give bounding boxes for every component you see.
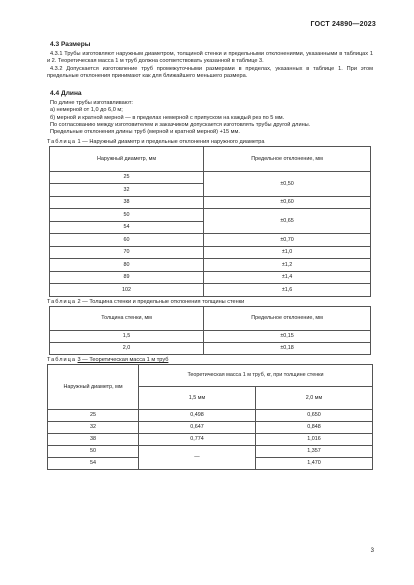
table3-cell: 0,848 [256, 421, 373, 433]
table1-header-tolerance: Предельное отклонение, мм [204, 146, 371, 171]
table3-cell: 38 [48, 433, 139, 445]
table3-dash-cell: — [139, 445, 256, 469]
table-row [50, 342, 371, 354]
length-agreement: По согласованию между изготовителем и заказчиком допускается изготовлять трубы другой длины. [50, 122, 311, 129]
table3-cell: 32 [48, 421, 139, 433]
table-row [48, 421, 373, 433]
table2-header-thickness: Толщина стенки, мм [50, 306, 204, 330]
table3-cell: 1,016 [256, 433, 373, 445]
table1-tolerance-cell: ±1,4 [204, 271, 371, 284]
table2-caption-label: Таблица [47, 298, 76, 305]
table-row [48, 409, 373, 421]
table2-caption [47, 299, 373, 305]
table-row [50, 259, 371, 272]
table2-header-tolerance: Предельное отклонение, мм [204, 306, 371, 330]
table3-cell: 0,774 [139, 433, 256, 445]
paragraph-4-3-1: 4.3.1 Трубы изготовляют наружным диаметром, толщиной стенки и предельными отклонениями, указанными в таблицах 1 и 2. Теоретическая масса 1 м труб должна соответствовать указанной в таблице 3. [47, 51, 373, 65]
table1-tolerance-cell: ±1,2 [204, 259, 371, 272]
table2-cell: 2,0 [50, 342, 204, 354]
table1-caption-text: 1 — Наружный диаметр и предельные отклонения наружного диаметра [77, 138, 265, 145]
table3-header-thickness-1: 1,5 мм [139, 386, 256, 409]
length-item-b: б) мерной и кратной мерной — в пределах немерной с припуском на каждый рез по 5 мм. [50, 114, 285, 121]
page-number: 3 [370, 548, 374, 554]
table-row [50, 196, 371, 209]
page-content [47, 41, 373, 470]
table3-header-group: Теоретическая масса 1 м труб, кг, при толщине стенки [139, 364, 373, 386]
table1-caption [47, 139, 373, 145]
table1-diameter-cell: 54 [50, 221, 204, 234]
length-item-a: а) немерной от 1,0 до 6,0 м; [50, 107, 123, 114]
table1-diameter-cell: 38 [50, 196, 204, 209]
table2-cell: ±0,18 [204, 342, 371, 354]
table1-header-diameter: Наружный диаметр, мм [50, 146, 204, 171]
table1-diameter-cell: 70 [50, 246, 204, 259]
length-tolerance: Предельные отклонения длины труб (мерной и кратной мерной) +15 мм. [50, 129, 240, 136]
table3-cell: 0,498 [139, 409, 256, 421]
table1-tolerance-cell: ±0,50 [204, 171, 371, 196]
table3-caption-label: Таблица [47, 356, 76, 363]
table1-diameter-cell: 25 [50, 171, 204, 184]
table1-tolerance-cell: ±0,70 [204, 234, 371, 247]
table1-diameter-cell: 102 [50, 284, 204, 297]
section-4-4-heading: 4.4 Длина [50, 90, 82, 98]
paragraph-4-3-2: 4.3.2 Допускается изготовление труб промежуточными размерами в пределах, указанных в таблице 1. При этом предельные отклонения принимают как для ближайшего меньшего размера. [47, 65, 373, 79]
table1-diameter-cell: 89 [50, 271, 204, 284]
table3-header-thickness-2: 2,0 мм [256, 386, 373, 409]
table1 [49, 146, 371, 297]
table1-tolerance-cell: ±0,60 [204, 196, 371, 209]
table3-cell: 1,470 [256, 457, 373, 469]
table3-header-diameter: Наружный диаметр, мм [48, 364, 139, 409]
table1-diameter-cell: 32 [50, 184, 204, 197]
table3-caption-text: 3 — Теоретическая масса 1 м труб [77, 356, 169, 363]
table3-cell: 0,650 [256, 409, 373, 421]
table2 [49, 306, 371, 355]
table1-diameter-cell: 60 [50, 234, 204, 247]
table-row [50, 284, 371, 297]
table-row [50, 246, 371, 259]
table1-tolerance-cell: ±1,6 [204, 284, 371, 297]
table-row [50, 171, 371, 184]
table1-caption-label: Таблица [47, 138, 76, 145]
table3-cell: 54 [48, 457, 139, 469]
table2-caption-text: 2 — Толщина стенки и предельные отклонения толщины стенки [77, 298, 245, 305]
table1-body [50, 171, 371, 296]
table-row [50, 330, 371, 342]
table1-diameter-cell: 50 [50, 209, 204, 222]
table2-cell: 1,5 [50, 330, 204, 342]
table3-cell: 25 [48, 409, 139, 421]
table2-cell: ±0,15 [204, 330, 371, 342]
document-code: ГОСТ 24890—2023 [310, 21, 376, 28]
table-row [48, 433, 373, 445]
table-row [50, 209, 371, 222]
table3-cell: 0,647 [139, 421, 256, 433]
table3-caption [47, 357, 373, 363]
table-row [50, 271, 371, 284]
length-intro: По длине трубы изготавливают: [50, 100, 133, 107]
table1-tolerance-cell: ±1,0 [204, 246, 371, 259]
table-row [50, 234, 371, 247]
table3-cell: 1,357 [256, 445, 373, 457]
table3-cell: 50 [48, 445, 139, 457]
table1-tolerance-cell: ±0,65 [204, 209, 371, 234]
table1-diameter-cell: 80 [50, 259, 204, 272]
section-4-3-heading: 4.3 Размеры [50, 41, 91, 48]
table3 [47, 364, 373, 470]
table-row [48, 445, 373, 457]
